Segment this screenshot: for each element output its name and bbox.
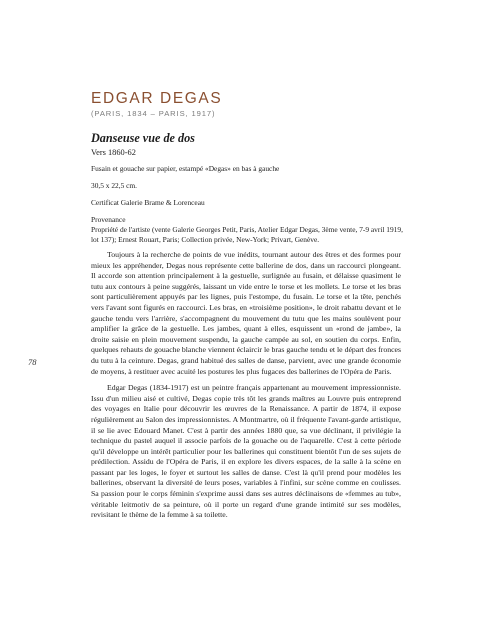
artist-dates: (PARIS, 1834 – PARIS, 1917) [91, 109, 216, 118]
work-certificate: Certificat Galerie Brame & Lorenceau [91, 198, 205, 207]
page-number: 78 [28, 357, 37, 367]
work-title: Danseuse vue de dos [91, 131, 195, 145]
body-text [91, 250, 401, 527]
work-date: Vers 1860-62 [91, 148, 136, 157]
work-technique: Fusain et gouache sur papier, estampé «Degas» en bas à gauche [91, 164, 280, 173]
provenance-label: Provenance [91, 215, 126, 224]
body-paragraph-2: Edgar Degas (1834-1917) est un peintre français appartenant au mouvement impressionniste. Issu d'un milieu aisé et cultivé, Degas copie très tôt les grands maîtres au Louvre puis entreprend des voyages en Italie pour découvrir les œuvres de la Renaissance. A partir de 1874, il expose régulièrement au Salon des impressionnistes. A Montmartre, où il fréquente l'avant-garde artistique, il se lie avec Edouard Manet. C'est à partir des années 1880 que, sa vue déclinant, il privilégie la technique du pastel auquel il associe parfois de la gouache ou de l'aquarelle. C'est à cette période qu'il développe un intérêt particulier pour les ballerines qui constituent bientôt l'un de ses sujets de prédilection. Assidu de l'Opéra de Paris, il en explore les divers espaces, de la salle à la scène en passant par les loges, le foyer et surtout les salles de danse. C'est là qu'il prend pour modèles les ballerines, observant la diversité de leurs poses, variables à l'infini, sur scène comme en coulisses. Sa passion pour le corps féminin s'exprime aussi dans ses autres déclinaisons de «femmes au tub», véritable leitmotiv de sa peinture, où il porte un regard d'une grande intimité sur ses modèles, revisitant le thème de la femme à sa toilette. [91, 383, 401, 520]
artist-name: EDGAR DEGAS [91, 90, 223, 107]
provenance-text: Propriété de l'artiste (vente Galerie Georges Petit, Paris, Atelier Edgar Degas, 3ème vente, 7-9 avril 1919, lot 137); Ernest Rouart, Paris; Collection privée, New-York; Privart, Genève. [91, 225, 403, 245]
body-paragraph-1: Toujours à la recherche de points de vue inédits, tournant autour des êtres et des formes pour mieux les appréhender, Degas nous représente cette ballerine de dos, dans un raccourci plongeant. Il accorde son attention principalement à la gestuelle, surlignée au fusain, et délaisse quasiment le tutu aux contours à peine suggérés, laissant un vide entre le torse et les mollets. Le torse et les bras sont particulièrement appuyés par les lignes, puis l'estompe, du fusain. Le torse et la tête, penchés vers l'avant sont figurés en raccourci. Les bras, en «troisième position», le droit rabattu devant et le gauche tendu vers l'arrière, s'accompagnent du mouvement du tutu que les mains soulèvent pour amplifier la grâce de la gestuelle. Les jambes, quant à elles, esquissent un «rond de jambe», la droite saisie en plein mouvement suspendu, la gauche campée au sol, en soutien du corps. Enfin, quelques rehauts de gouache blanche viennent éclaircir le bras gauche tendu et le départ des fronces du tutu à la ceinture. Degas, grand habitué des salles de danse, parvient, avec une grande économie de moyens, à restituer avec acuité les postures les plus fugaces des ballerines de l'Opéra de Paris. [91, 250, 401, 376]
work-dimensions: 30,5 x 22,5 cm. [91, 181, 137, 190]
